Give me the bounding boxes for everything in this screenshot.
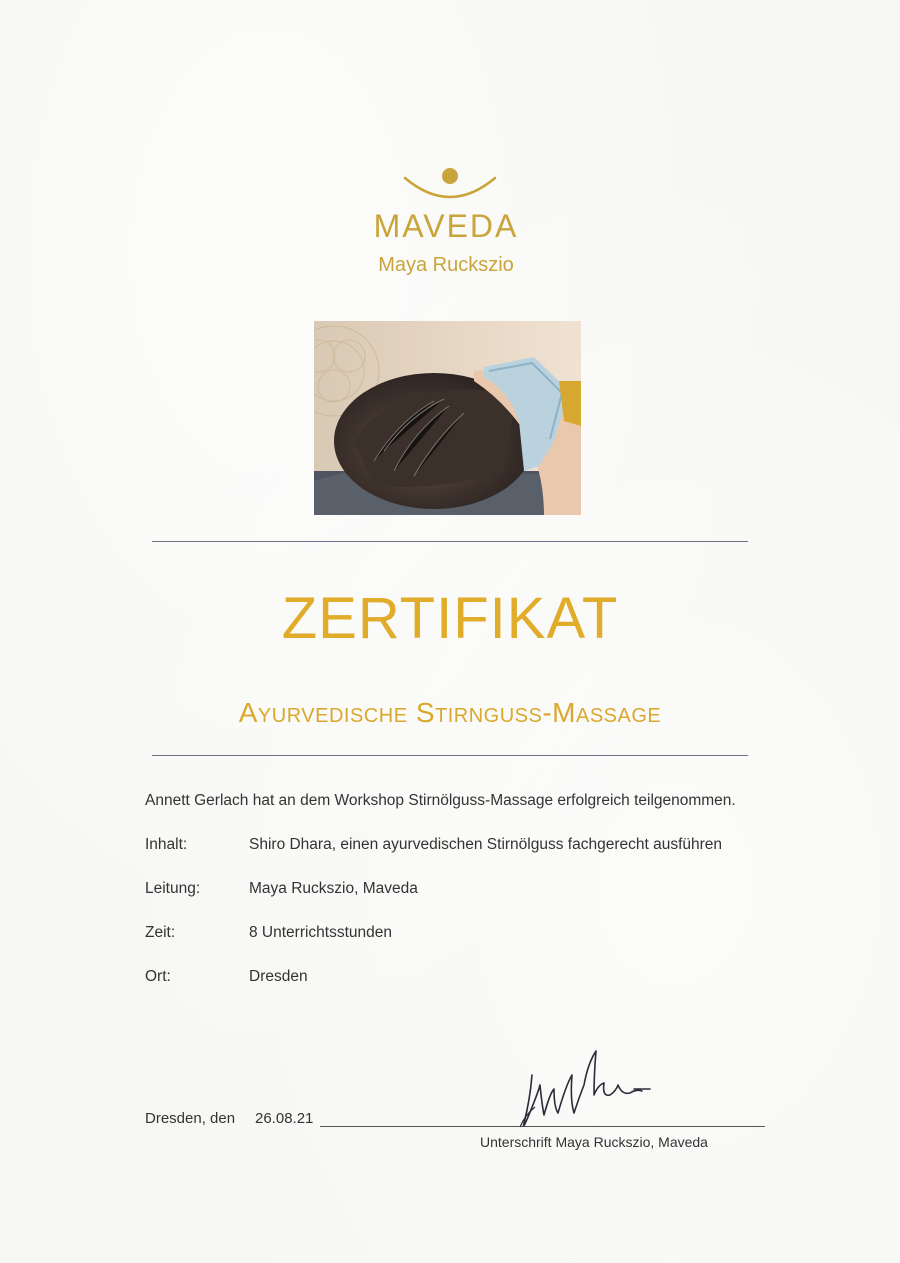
certificate-title: ZERTIFIKAT bbox=[281, 586, 619, 651]
footer-date: 26.08.21 bbox=[255, 1110, 314, 1127]
participation-statement: Annett Gerlach hat an dem Workshop Stirnölguss-Massage erfolgreich teilgenommen. bbox=[145, 792, 736, 809]
detail-label: Leitung: bbox=[145, 880, 201, 897]
certificate-subtitle: Ayurvedische Stirnguss-Massage bbox=[238, 697, 662, 728]
detail-label: Inhalt: bbox=[145, 836, 188, 853]
massage-photo bbox=[314, 321, 581, 515]
signature-caption: Unterschrift Maya Ruckszio, Maveda bbox=[480, 1134, 708, 1150]
detail-value: Maya Ruckszio, Maveda bbox=[249, 880, 418, 897]
top-divider bbox=[152, 541, 748, 542]
detail-value: Shiro Dhara, einen ayurvedischen Stirnölguss fachgerecht ausführen bbox=[249, 836, 723, 853]
brand-subtitle: Maya Ruckszio bbox=[378, 254, 514, 276]
handwritten-signature bbox=[510, 1045, 660, 1140]
footer-place: Dresden, den bbox=[145, 1110, 236, 1127]
bottom-divider bbox=[152, 755, 748, 756]
sun-arc-icon bbox=[395, 160, 505, 208]
detail-label: Zeit: bbox=[145, 924, 176, 941]
detail-value: 8 Unterrichtsstunden bbox=[249, 924, 393, 941]
logo-mark bbox=[0, 160, 900, 208]
detail-label: Ort: bbox=[145, 968, 171, 985]
brand-name: MAVEDA bbox=[373, 208, 519, 244]
detail-value: Dresden bbox=[249, 968, 308, 985]
